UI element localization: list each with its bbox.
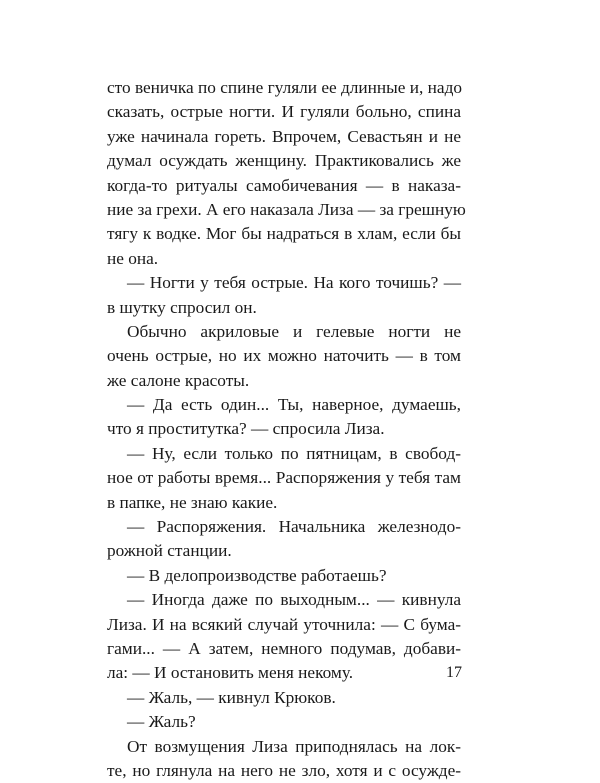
text-line: ное от работы время... Распоряжения у тебя там bbox=[107, 468, 461, 488]
text-line: — Да есть один... Ты, наверное, думаешь, bbox=[127, 395, 461, 415]
text-line: в папке, не знаю какие. bbox=[107, 492, 278, 512]
text-line: очень острые, но их можно наточить — в том bbox=[107, 346, 461, 366]
text-line: не она. bbox=[107, 248, 159, 268]
text-line: — Ногти у тебя острые. На кого точишь? — bbox=[127, 273, 461, 293]
text-line: же салоне красоты. bbox=[107, 370, 250, 390]
text-line: — Иногда даже по выходным... — кивнула bbox=[127, 590, 461, 610]
text-line: сто веничка по спине гуляли ее длинные и, надо bbox=[107, 78, 463, 97]
text-line: когда-то ритуалы самобичевания — в наказа- bbox=[107, 175, 461, 195]
text-line: ла: — И остановить меня некому. bbox=[107, 663, 354, 683]
page-number: 17 bbox=[446, 664, 462, 681]
text-line: От возмущения Лиза приподнялась на лок- bbox=[127, 736, 461, 756]
text-line: сказать, острые ногти. И гуляли больно, спина bbox=[107, 102, 461, 122]
text-line: — Жаль? bbox=[127, 712, 196, 732]
text-line: ние за грехи. А его наказала Лиза — за грешную bbox=[107, 199, 466, 219]
text-line: — В делопроизводстве работаешь? bbox=[127, 565, 387, 585]
text-line: в шутку спросил он. bbox=[107, 297, 257, 317]
text-line: Лиза. И на всякий случай уточнила: — С бума- bbox=[107, 614, 461, 634]
body-text bbox=[107, 76, 466, 783]
text-line: рожной станции. bbox=[107, 541, 232, 561]
text-line: что я проститутка? — спросила Лиза. bbox=[107, 419, 385, 439]
text-line: уже начинала гореть. Впрочем, Севастьян и не bbox=[107, 126, 461, 146]
text-line: тягу к водке. Мог бы надраться в хлам, если бы bbox=[107, 224, 461, 244]
text-line: Обычно акриловые и гелевые ногти не bbox=[127, 321, 461, 341]
text-line: — Жаль, — кивнул Крюков. bbox=[127, 687, 336, 707]
text-line: гами... — А затем, немного подумав, добави- bbox=[107, 638, 461, 658]
text-line: — Ну, если только по пятницам, в свобод- bbox=[127, 443, 461, 463]
text-line: те, но глянула на него не зло, хотя и с осужде- bbox=[107, 760, 461, 780]
text-line: думал осуждать женщину. Практиковались же bbox=[107, 151, 461, 171]
text-line: — Распоряжения. Начальника железнодо- bbox=[127, 517, 461, 537]
